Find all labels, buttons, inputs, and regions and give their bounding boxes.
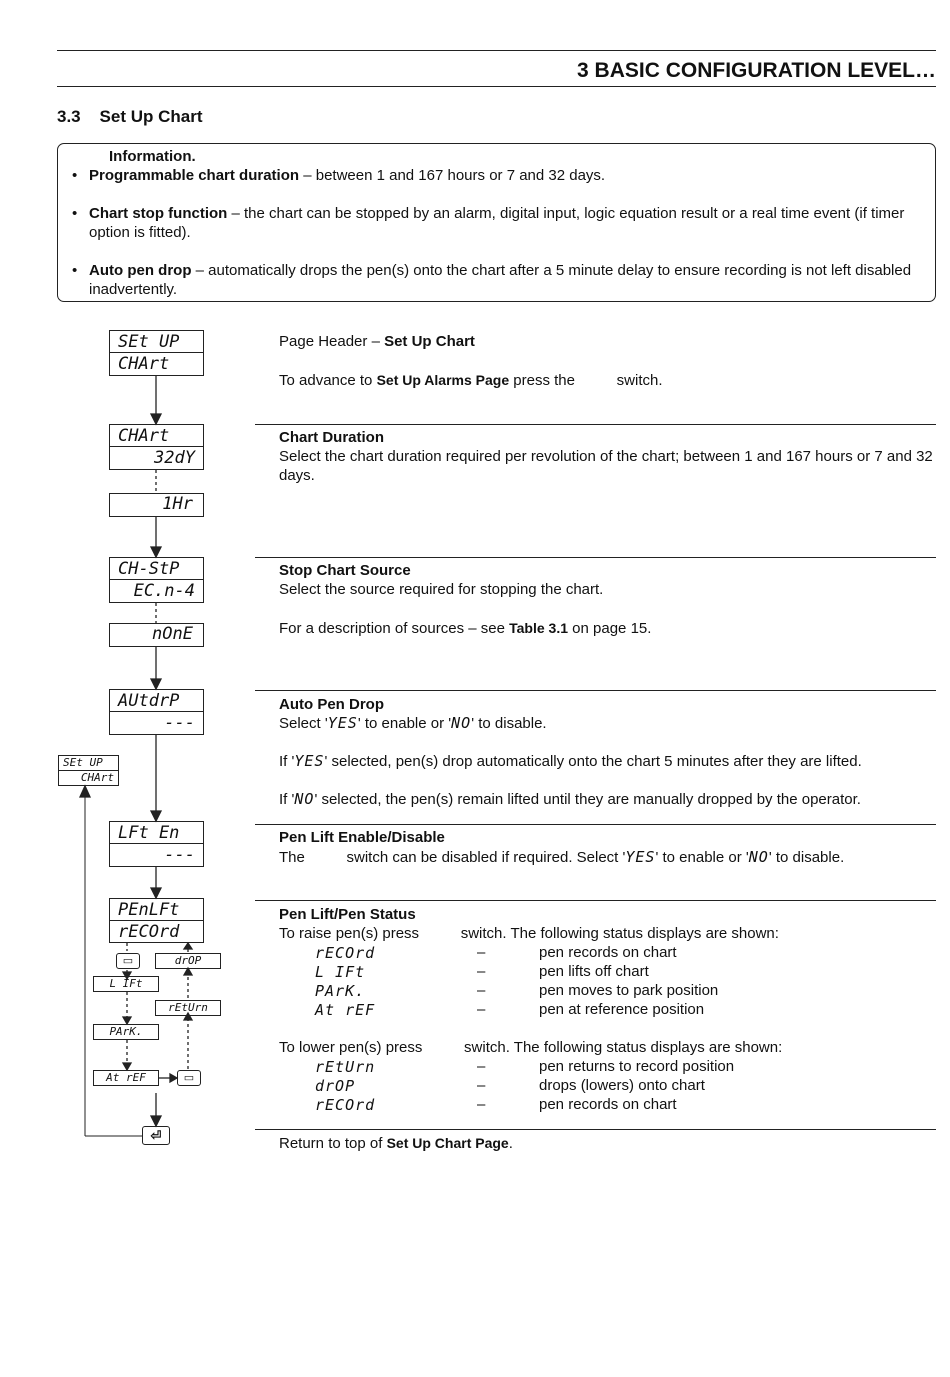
page-header-line: Page Header – Set Up Chart [279,333,475,350]
raise-status-list [279,943,718,1019]
list-item: rECOrd – pen records on chart [315,943,677,962]
display-setup-chart: SEt UP CHArt [109,330,204,376]
chart-duration-title: Chart Duration [279,429,384,446]
info-bullet-2: • Chart stop function – the chart can be stopped by an alarm, digital input, logic equation result or a real time event (if timer option is fitted). [72,205,905,241]
bullet-dot: • [72,167,78,184]
list-item: L IFt – pen lifts off chart [315,962,649,981]
divider-4 [255,824,936,825]
display-chart-duration: CHArt 32dY [109,424,204,470]
status-return: rEtUrn [155,1000,221,1016]
pen-raise-line: To raise pen(s) press switch. The following status displays are shown: [279,925,779,942]
list-item: At rEF – pen at reference position [315,1000,705,1019]
pen-lift-enable-title: Pen Lift Enable/Disable [279,829,445,846]
stop-chart-title: Stop Chart Source [279,562,411,579]
bullet-dot: • [72,262,78,279]
pen-lift-key-icon: ▭ [116,953,140,969]
display-chart-1hr: 1Hr [109,493,204,517]
list-item: drOP – drops (lowers) onto chart [315,1076,705,1095]
divider-2 [255,557,936,558]
list-item: PArK. – pen moves to park position [315,981,719,1000]
status-lift: L IFt [93,976,159,992]
bullet-dot: • [72,205,78,222]
pen-lift-enable-text: The switch can be disabled if required. Select 'YES' to enable or 'NO' to disable. [279,848,845,866]
status-drop: drOP [155,953,221,969]
display-pen-lift: PEnLFt rECOrd [109,898,204,943]
list-item: rECOrd – pen records on chart [315,1095,677,1114]
display-auto-drop: AUtdrP --- [109,689,204,735]
pen-lower-key-icon: ▭ [177,1070,201,1086]
pen-lower-line: To lower pen(s) press switch. The following status displays are shown: [279,1039,783,1056]
divider-3 [255,690,936,691]
list-item: rEtUrn – pen returns to record position [315,1057,735,1076]
display-lift-enable: LFt En --- [109,821,204,867]
display-stop-none: nOnE [109,623,204,647]
pen-status-title: Pen Lift/Pen Status [279,906,416,923]
section-title: 3.3 Set Up Chart [57,107,203,126]
auto-pen-title: Auto Pen Drop [279,696,384,713]
divider-5 [255,900,936,901]
auto-pen-line3: If 'NO' selected, the pen(s) remain lifted until they are manually dropped by the operator. [279,790,861,808]
return-setup-chart-mini: SEt UP CHArt [58,755,119,786]
return-line: Return to top of Set Up Chart Page. [279,1135,513,1152]
divider-6 [255,1129,936,1130]
stop-chart-text: Select the source required for stopping the chart. [279,581,604,598]
chapter-title: 3 BASIC CONFIGURATION LEVEL… [577,59,936,82]
enter-key-icon: ⏎ [142,1126,170,1145]
lower-status-list [279,1057,734,1114]
status-park: PArK. [93,1024,159,1040]
auto-pen-line2: If 'YES' selected, pen(s) drop automatically onto the chart 5 minutes after they are lifted. [279,752,862,770]
info-heading: Information. [109,148,196,165]
display-stop-chart: CH-StP EC.n-4 [109,557,204,603]
advance-line: To advance to Set Up Alarms Page press the switch. [279,372,663,389]
chart-duration-text: Select the chart duration required per revolution of the chart; between 1 and 167 hours or 7 and 32 days. [279,448,933,484]
auto-pen-line1: Select 'YES' to enable or 'NO' to disable. [279,714,547,732]
info-bullet-1: • Programmable chart duration – between 1 and 167 hours or 7 and 32 days. [72,167,606,184]
info-bullet-3: • Auto pen drop – automatically drops the pen(s) onto the chart after a 5 minute delay to ensure recording is not left disabled inadvertently. [72,262,912,298]
divider-1 [255,424,936,425]
stop-chart-ref: For a description of sources – see Table 3.1 on page 15. [279,620,652,637]
status-at-ref: At rEF [93,1070,159,1086]
